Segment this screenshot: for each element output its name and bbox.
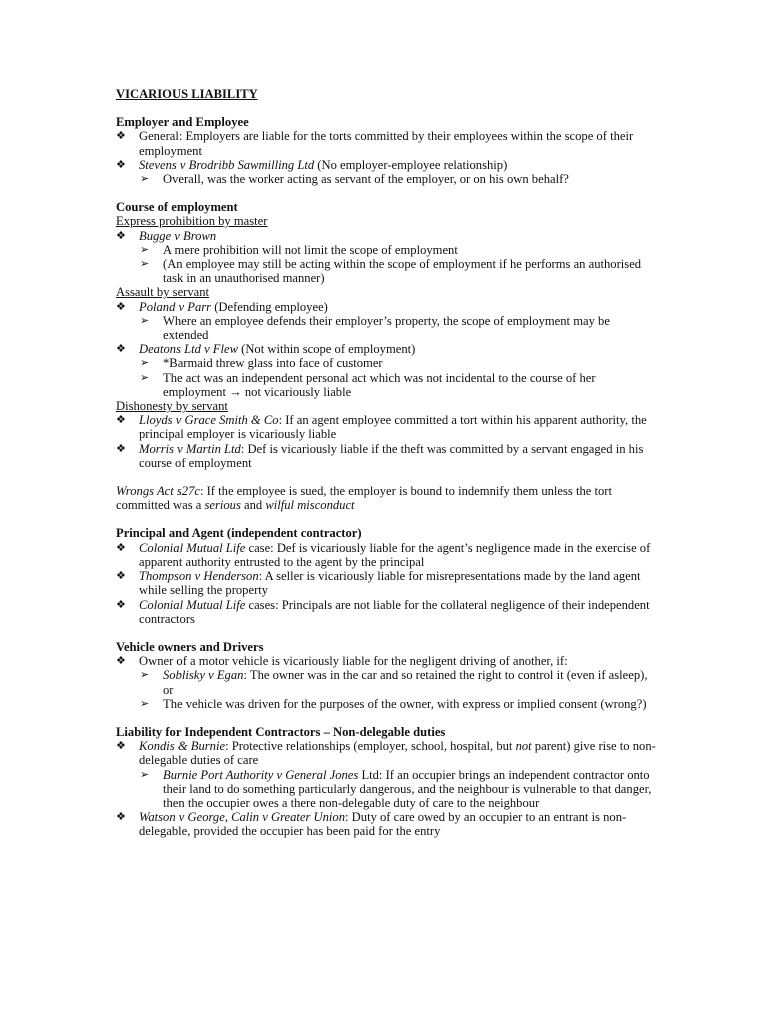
document-title: VICARIOUS LIABILITY <box>116 87 258 101</box>
bullet-text: A mere prohibition will not limit the scope of employment <box>163 242 458 257</box>
sub-bullet-item <box>116 668 656 696</box>
wrongs-act-paragraph <box>116 484 656 512</box>
arrow-bullet-icon: ➢ <box>140 768 150 781</box>
sub-bullet-item <box>116 314 656 342</box>
sub-bullet-item <box>116 243 656 257</box>
case-name: Deatons Ltd v Flew <box>139 342 238 357</box>
diamond-bullet-icon: ❖ <box>116 655 126 668</box>
arrow-bullet-icon: ➢ <box>140 697 150 710</box>
bullet-item <box>116 654 656 668</box>
bullet-text: (No employer-employee relationship) <box>314 157 508 172</box>
arrow-bullet-icon: ➢ <box>140 173 150 186</box>
arrow-bullet-icon: ➢ <box>140 371 150 384</box>
implies-arrow-icon: → <box>229 384 242 399</box>
case-name: Soblisky v Egan <box>163 668 244 683</box>
bullet-item <box>116 739 656 767</box>
bullet-item <box>116 229 656 243</box>
case-name: Morris v Martin Ltd <box>139 441 241 456</box>
emphasis-serious: serious <box>204 498 241 513</box>
bullet-item <box>116 442 656 470</box>
diamond-bullet-icon: ❖ <box>116 811 126 824</box>
bullet-item <box>116 300 656 314</box>
arrow-bullet-icon: ➢ <box>140 243 150 256</box>
bullet-text: parent) give rise to non-delegable duties of care <box>139 739 656 768</box>
bullet-item <box>116 129 656 157</box>
case-name: Colonial Mutual Life <box>139 540 246 555</box>
bullet-text: : If an agent employee committed a tort within his apparent authority, the principal employer is vicariously liable <box>139 413 647 442</box>
bullet-text: Overall, was the worker acting as servant of the employer, or on his own behalf? <box>163 172 569 187</box>
subheading-assault-by-servant: Assault by servant <box>116 285 210 300</box>
bullet-item <box>116 569 656 597</box>
bullet-text: : The owner was in the car and so retained the right to control it (even if asleep), or <box>163 668 648 697</box>
diamond-bullet-icon: ❖ <box>116 300 126 313</box>
bullet-text: *Barmaid threw glass into face of customer <box>163 356 383 371</box>
case-name: Bugge v Brown <box>139 228 217 243</box>
diamond-bullet-icon: ❖ <box>116 740 126 753</box>
diamond-bullet-icon: ❖ <box>116 414 126 427</box>
bullet-text: (Not within scope of employment) <box>238 342 416 357</box>
case-name: Poland v Parr <box>139 299 212 314</box>
diamond-bullet-icon: ❖ <box>116 570 126 583</box>
arrow-bullet-icon: ➢ <box>140 357 150 370</box>
document-body <box>116 87 656 839</box>
diamond-bullet-icon: ❖ <box>116 442 126 455</box>
diamond-bullet-icon: ❖ <box>116 158 126 171</box>
subheading-express-prohibition: Express prohibition by master <box>116 214 268 229</box>
case-name: Lloyds v Grace Smith & Co <box>139 413 279 428</box>
sub-bullet-item <box>116 371 656 399</box>
bullet-item <box>116 541 656 569</box>
bullet-text: not vicariously liable <box>241 384 352 399</box>
section-heading-course-of-employment: Course of employment <box>116 200 238 215</box>
statute-name: Wrongs Act s27c <box>116 484 200 499</box>
case-name: Kondis & Burnie <box>139 739 226 754</box>
paragraph-text: : If the employee is sued, the employer is bound to indemnify them unless the tort committed was a <box>116 484 612 513</box>
emphasis-not: not <box>515 739 532 754</box>
diamond-bullet-icon: ❖ <box>116 598 126 611</box>
sub-bullet-item <box>116 257 656 285</box>
bullet-text: : Def is vicariously liable if the theft was committed by a servant engaged in his course of employment <box>139 441 644 470</box>
bullet-item <box>116 598 656 626</box>
case-name: Stevens v Brodribb Sawmilling Ltd <box>139 157 315 172</box>
case-name: Colonial Mutual Life <box>139 597 246 612</box>
sub-bullet-item <box>116 172 656 186</box>
bullet-item <box>116 413 656 441</box>
bullet-text: (An employee may still be acting within the scope of employment if he performs an authorised task in an unauthorised manner) <box>163 257 642 286</box>
bullet-text: cases: Principals are not liable for the collateral negligence of their independent contractors <box>139 597 650 626</box>
arrow-bullet-icon: ➢ <box>140 669 150 682</box>
paragraph-text: and <box>240 498 266 513</box>
section-heading-non-delegable-duties: Liability for Independent Contractors – Non-delegable duties <box>116 724 446 739</box>
diamond-bullet-icon: ❖ <box>116 541 126 554</box>
diamond-bullet-icon: ❖ <box>116 229 126 242</box>
bullet-text: (Defending employee) <box>211 299 328 314</box>
bullet-text: Where an employee defends their employer’s property, the scope of employment may be extended <box>163 313 610 343</box>
bullet-item <box>116 342 656 356</box>
bullet-text: The vehicle was driven for the purposes of the owner, with express or implied consent (wrong?) <box>163 696 647 711</box>
bullet-text: Owner of a motor vehicle is vicariously liable for the negligent driving of another, if: <box>139 654 568 669</box>
arrow-bullet-icon: ➢ <box>140 314 150 327</box>
section-heading-vehicle-owners: Vehicle owners and Drivers <box>116 639 264 654</box>
bullet-text: General: Employers are liable for the torts committed by their employees within the scope of their employment <box>139 129 634 158</box>
bullet-text: Ltd: If an occupier brings an independent contractor onto their land to do something particularly dangerous, and the neighbour is vulnerable to that danger, then the occupier owes a there non-delegable duty of care to the neighbour <box>163 767 652 810</box>
subheading-dishonesty-by-servant: Dishonesty by servant <box>116 399 228 414</box>
sub-bullet-item <box>116 356 656 370</box>
bullet-text: case: Def is vicariously liable for the agent’s negligence made in the exercise of apparent authority entrusted to the agent by the principal <box>139 540 651 569</box>
sub-bullet-item <box>116 768 656 811</box>
bullet-item <box>116 810 656 838</box>
section-heading-principal-agent: Principal and Agent (independent contractor) <box>116 526 362 541</box>
bullet-text: : Protective relationships (employer, school, hospital, but <box>225 739 516 754</box>
bullet-text: : Duty of care owed by an occupier to an entrant is non-delegable, provided the occupier has been paid for the entry <box>139 810 627 839</box>
arrow-bullet-icon: ➢ <box>140 258 150 271</box>
diamond-bullet-icon: ❖ <box>116 130 126 143</box>
section-heading-employer-employee: Employer and Employee <box>116 115 249 130</box>
case-name: Thompson v Henderson <box>139 569 259 584</box>
bullet-text: : A seller is vicariously liable for misrepresentations made by the land agent while selling the property <box>139 569 641 598</box>
diamond-bullet-icon: ❖ <box>116 343 126 356</box>
sub-bullet-item <box>116 697 656 711</box>
case-name: Burnie Port Authority v General Jones <box>163 767 359 782</box>
emphasis-wilful: wilful misconduct <box>265 498 355 513</box>
bullet-item <box>116 158 656 172</box>
bullet-text: The act was an independent personal act which was not incidental to the course of her employment <box>163 370 596 399</box>
case-name: Watson v George, Calin v Greater Union <box>139 810 346 825</box>
